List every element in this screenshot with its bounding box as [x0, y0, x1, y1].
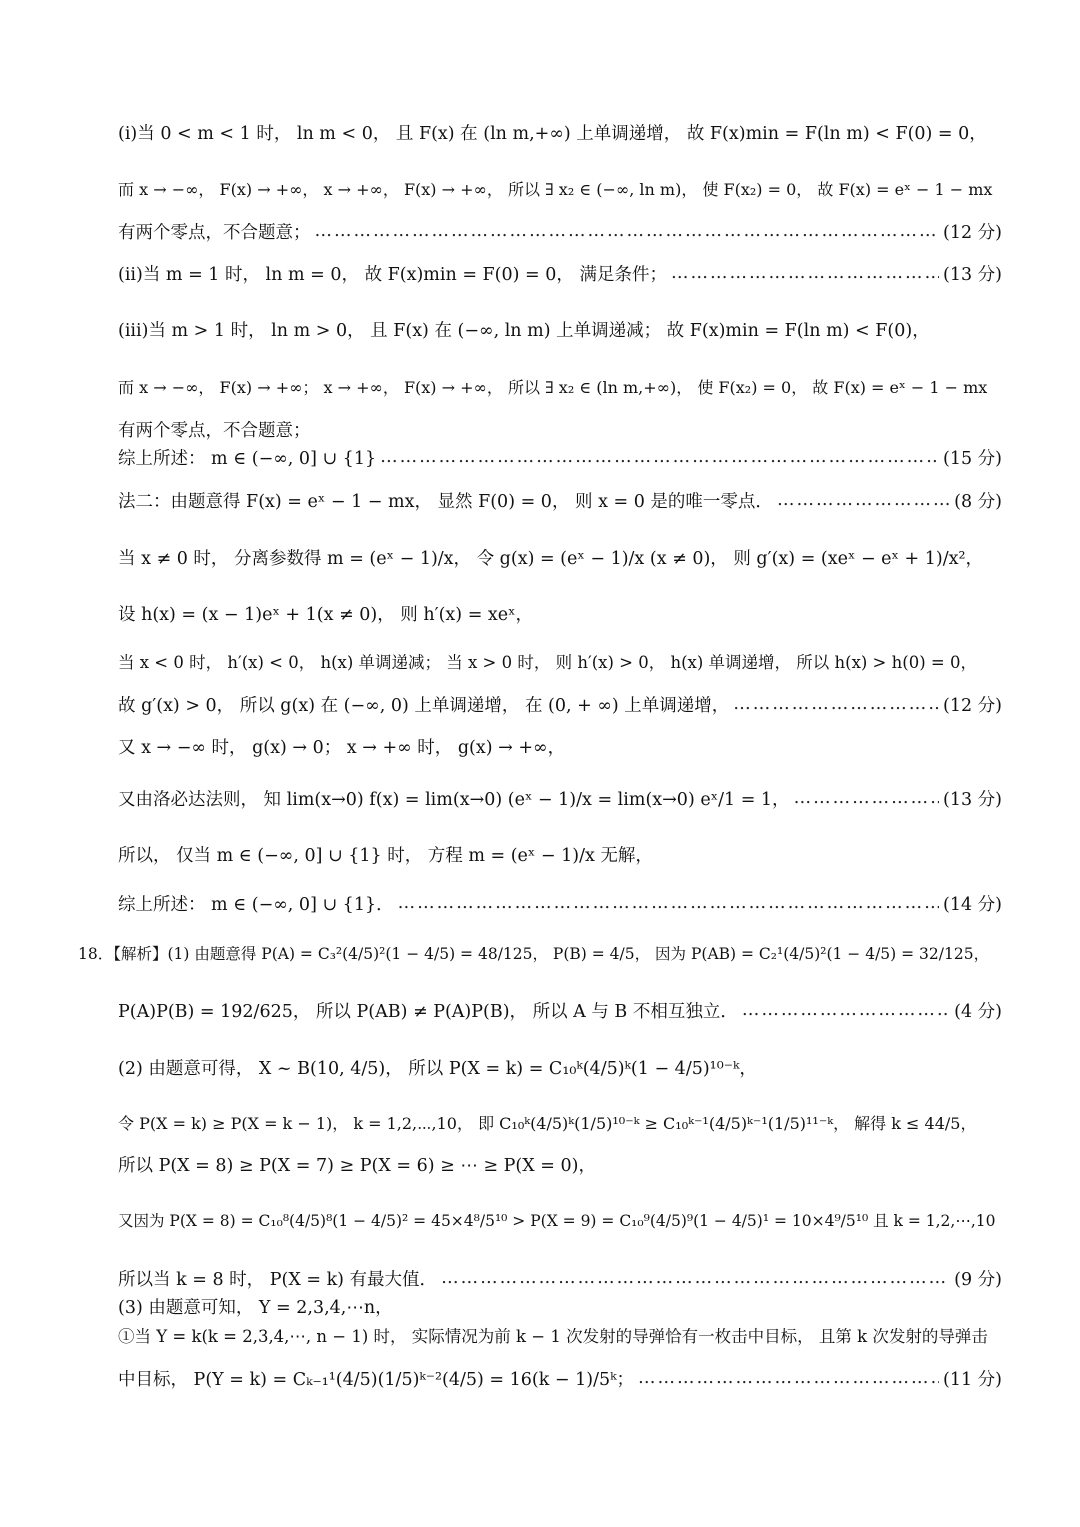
- line-text: 又因为 P(X = 8) = C₁₀⁸(4/5)⁸(1 − 4/5)² = 45×4⁸/5¹⁰ > P(X = 9) = C₁₀⁹(4/5)⁹(1 − 4/5)¹ = 10×4⁹/5¹⁰ 且 k = 1,2,⋯,10: [118, 1212, 996, 1230]
- line-text: 而 x → −∞， F(x) → +∞； x → +∞， F(x) → +∞， 所以 ∃ x₂ ∈ (ln m,+∞)， 使 F(x₂) = 0， 故 F(x) = eˣ − 1 − mx: [118, 377, 988, 397]
- text-line: [118, 486, 1002, 514]
- text-line: [118, 542, 1002, 572]
- text-line: [118, 690, 1002, 718]
- leader-dots: [794, 788, 939, 808]
- leader-dots: [441, 1268, 950, 1288]
- leader-dots: [777, 490, 950, 510]
- text-line: [118, 1205, 1002, 1235]
- score-label: (12 分): [943, 222, 1002, 243]
- line-text: (iii)当 m > 1 时， ln m > 0， 且 F(x) 在 (−∞, ln m) 上单调递减； 故 F(x)min = F(ln m) < F(0)，: [118, 320, 930, 341]
- line-text: ①当 Y = k(k = 2,3,4,⋯, n − 1) 时， 实际情况为前 k − 1 次发射的导弹恰有一枚击中目标， 且第 k 次发射的导弹击: [118, 1327, 988, 1346]
- text-line: [118, 1150, 1002, 1178]
- text-line: [78, 938, 1002, 968]
- line-text: 设 h(x) = (x − 1)eˣ + 1(x ≠ 0)， 则 h′(x) = xeˣ，: [118, 604, 534, 625]
- leader-dots: [733, 694, 939, 714]
- text-line: [118, 1264, 1002, 1292]
- line-text: 当 x < 0 时， h′(x) < 0， h(x) 单调递减； 当 x > 0 时， 则 h′(x) > 0， h(x) 单调递增， 所以 h(x) > h(0) = 0，: [118, 653, 977, 672]
- text-line: [118, 372, 1002, 400]
- leader-dots: [638, 1368, 939, 1388]
- text-line: [118, 1052, 1002, 1082]
- text-line: [118, 315, 1002, 343]
- line-text: 又 x → −∞ 时， g(x) → 0； x → +∞ 时， g(x) → +∞，: [118, 737, 566, 758]
- text-line: [118, 118, 1002, 146]
- leader-dots: [315, 221, 940, 241]
- line-text: 有两个零点，不合题意；: [118, 222, 311, 243]
- text-line: [118, 647, 1002, 675]
- text-line: [118, 174, 1002, 202]
- line-text: 综上所述： m ∈ (−∞, 0] ∪ {1}: [118, 448, 377, 469]
- leader-dots: [398, 893, 939, 913]
- line-text: 故 g′(x) > 0， 所以 g(x) 在 (−∞, 0) 上单调递增， 在 (0, + ∞) 上单调递增，: [118, 695, 730, 716]
- line-text: (i)当 0 < m < 1 时， ln m < 0， 且 F(x) 在 (ln m,+∞) 上单调递增， 故 F(x)min = F(ln m) < F(0) = 0，: [118, 123, 987, 144]
- text-line: [118, 995, 1002, 1025]
- score-label: (13 分): [943, 789, 1002, 810]
- score-label: (14 分): [943, 894, 1002, 915]
- score-label: (8 分): [954, 491, 1002, 512]
- text-line: [118, 1363, 1002, 1393]
- line-text: 而 x → −∞， F(x) → +∞， x → +∞， F(x) → +∞， 所以 ∃ x₂ ∈ (−∞, ln m)， 使 F(x₂) = 0， 故 F(x) = eˣ − 1 − mx: [118, 179, 993, 199]
- score-label: (15 分): [943, 448, 1002, 469]
- line-text: 法二：由题意得 F(x) = eˣ − 1 − mx， 显然 F(0) = 0， 则 x = 0 是的唯一零点．: [118, 491, 773, 512]
- score-label: (11 分): [943, 1369, 1002, 1390]
- text-line: [118, 599, 1002, 627]
- text-line: [118, 1107, 1002, 1137]
- line-text: 又由洛必达法则， 知 lim(x→0) f(x) = lim(x→0) (eˣ − 1)/x = lim(x→0) eˣ/1 = 1，: [118, 789, 790, 810]
- line-text: 所以 P(X = 8) ≥ P(X = 7) ≥ P(X = 6) ≥ ⋯ ≥ P(X = 0)，: [118, 1155, 596, 1176]
- line-text: 综上所述： m ∈ (−∞, 0] ∪ {1}．: [118, 894, 394, 915]
- text-line: [118, 1292, 1002, 1320]
- text-line: [118, 732, 1002, 760]
- line-text: 令 P(X = k) ≥ P(X = k − 1)， k = 1,2,⋯,10， 即 C₁₀ᵏ(4/5)ᵏ(1/5)¹⁰⁻ᵏ ≥ C₁₀ᵏ⁻¹(4/5)ᵏ⁻¹(1/5)¹¹⁻ᵏ， 解得 k ≤ 44/5，: [118, 1113, 977, 1133]
- leader-dots: [742, 1000, 950, 1020]
- line-text: P(A)P(B) = 192/625， 所以 P(AB) ≠ P(A)P(B)， 所以 A 与 B 不相互独立．: [118, 1001, 738, 1022]
- line-text: (3) 由题意可知， Y = 2,3,4,⋯n，: [118, 1297, 393, 1318]
- text-line: [118, 415, 1002, 443]
- line-text: 中目标， P(Y = k) = Cₖ₋₁¹(4/5)(1/5)ᵏ⁻²(4/5) = 16(k − 1)/5ᵏ；: [118, 1369, 635, 1390]
- line-text: (2) 由题意可得， X ~ B(10, 4/5)， 所以 P(X = k) = C₁₀ᵏ(4/5)ᵏ(1 − 4/5)¹⁰⁻ᵏ，: [118, 1058, 757, 1079]
- score-label: (13 分): [943, 264, 1002, 285]
- leader-dots: [671, 263, 939, 283]
- text-line: [118, 1321, 1002, 1349]
- text-line: [118, 443, 1002, 471]
- text-line: [118, 840, 1002, 868]
- text-line: [118, 259, 1002, 287]
- line-text: 所以， 仅当 m ∈ (−∞, 0] ∪ {1} 时， 方程 m = (eˣ − 1)/x 无解，: [118, 845, 653, 866]
- line-text: 所以当 k = 8 时， P(X = k) 有最大值．: [118, 1269, 438, 1290]
- leader-dots: [380, 447, 939, 467]
- line-text: 18．【解析】(1) 由题意得 P(A) = C₃²(4/5)²(1 − 4/5) = 48/125， P(B) = 4/5， 因为 P(AB) = C₂¹(4/5)²(1 − 4/5) = 32/125，: [78, 945, 990, 963]
- line-text: (ii)当 m = 1 时， ln m = 0， 故 F(x)min = F(0) = 0， 满足条件；: [118, 264, 667, 285]
- score-label: (12 分): [943, 695, 1002, 716]
- score-label: (4 分): [954, 1001, 1002, 1022]
- text-line: [118, 889, 1002, 917]
- text-line: [118, 783, 1002, 813]
- score-label: (9 分): [954, 1269, 1002, 1290]
- line-text: 当 x ≠ 0 时， 分离参数得 m = (eˣ − 1)/x， 令 g(x) = (eˣ − 1)/x (x ≠ 0)， 则 g′(x) = (xeˣ − eˣ + 1)/x²，: [118, 548, 983, 569]
- line-text: 有两个零点，不合题意；: [118, 420, 311, 441]
- text-line: [118, 217, 1002, 245]
